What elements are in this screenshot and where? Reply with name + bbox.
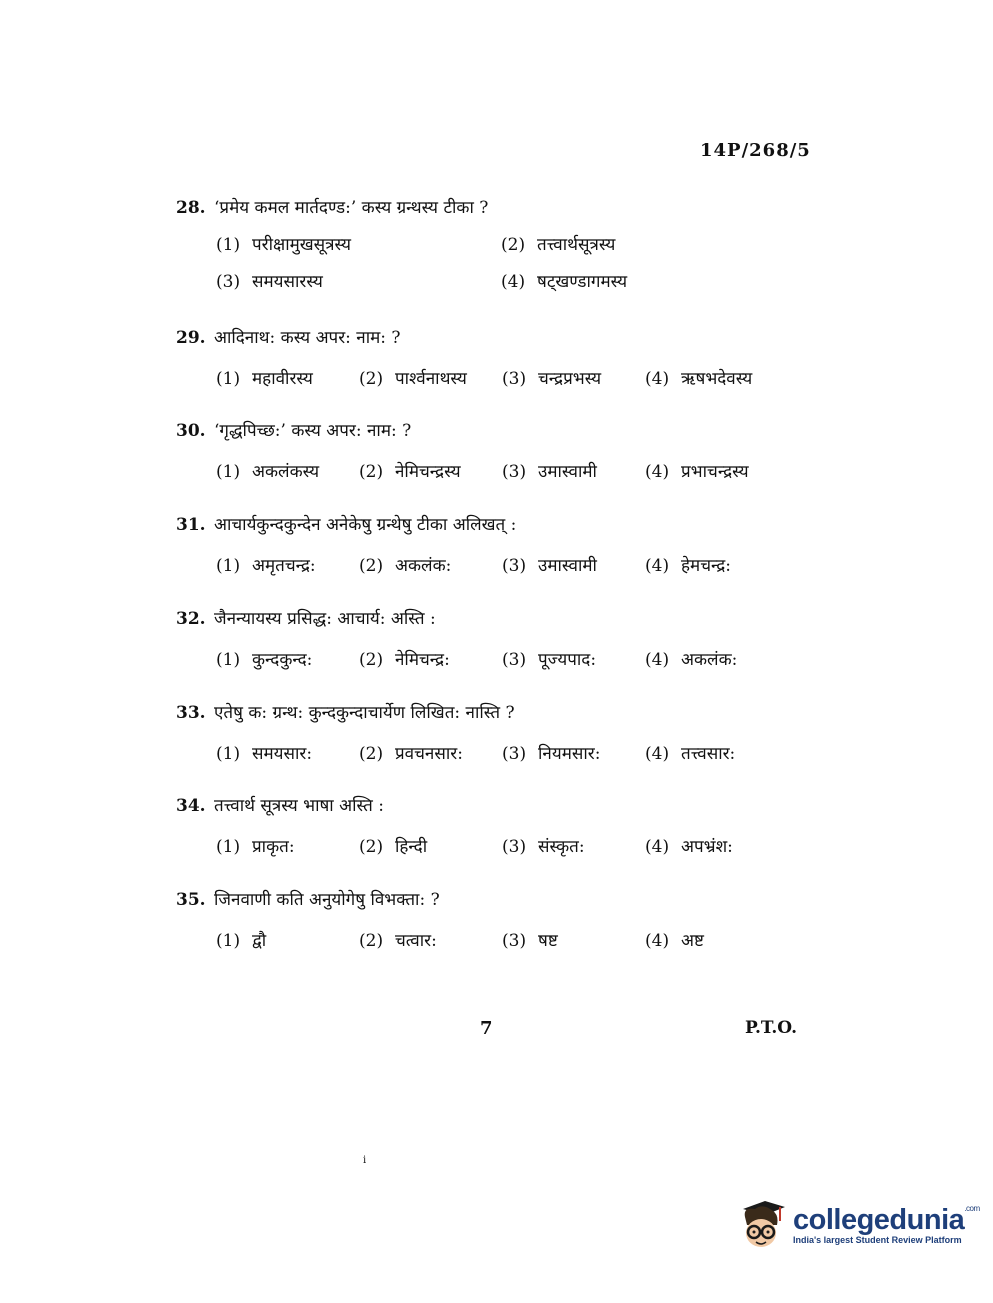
option-2[interactable]: (2) नेमिचन्द्रस्य — [359, 462, 461, 482]
logo-wordmark: collegedunia — [793, 1203, 965, 1236]
question-number: 30. — [176, 421, 206, 441]
question-text: जिनवाणी कति अनुयोगेषु विभक्ता: ? — [214, 890, 440, 910]
mascot-icon — [735, 1195, 787, 1253]
option-4[interactable]: (4) षट्खण्डागमस्य — [501, 272, 628, 292]
logo-tagline: India's largest Student Review Platform — [793, 1234, 962, 1245]
question-35 — [176, 887, 836, 951]
question-text: आचार्यकुन्दकुन्देन अनेकेषु ग्रन्थेषु टीका अलिखत् : — [214, 515, 517, 535]
option-3[interactable]: (3) चन्द्रप्रभस्य — [502, 369, 602, 389]
option-1[interactable]: (1) परीक्षामुखसूत्रस्य — [216, 235, 352, 255]
option-1[interactable]: (1) द्वौ — [216, 931, 267, 951]
question-number: 34. — [176, 796, 206, 816]
option-1[interactable]: (1) अकलंकस्य — [216, 462, 320, 482]
option-2[interactable]: (2) चत्वार: — [359, 931, 437, 951]
option-1[interactable]: (1) समयसार: — [216, 744, 313, 764]
question-text: ‘गृद्धपिच्छ:’ कस्य अपर: नाम: ? — [214, 421, 412, 441]
option-3[interactable]: (3) पूज्यपाद: — [502, 650, 597, 670]
option-2[interactable]: (2) अकलंक: — [359, 556, 452, 576]
option-2[interactable]: (2) हिन्दी — [359, 837, 428, 857]
option-4[interactable]: (4) अष्ट — [645, 931, 704, 951]
question-31 — [176, 512, 836, 576]
paper-code: 14P/268/5 — [700, 140, 811, 161]
question-28 — [176, 195, 836, 292]
option-4[interactable]: (4) ऋषभदेवस्य — [645, 369, 753, 389]
question-number: 33. — [176, 703, 206, 723]
question-number: 29. — [176, 328, 206, 348]
option-3[interactable]: (3) नियमसार: — [502, 744, 601, 764]
option-3[interactable]: (3) संस्कृत: — [502, 837, 585, 857]
option-3[interactable]: (3) उमास्वामी — [502, 462, 597, 482]
question-30 — [176, 418, 836, 482]
option-4[interactable]: (4) अपभ्रंश: — [645, 837, 733, 857]
question-29 — [176, 325, 836, 389]
option-1[interactable]: (1) प्राकृत: — [216, 837, 295, 857]
option-4[interactable]: (4) प्रभाचन्द्रस्य — [645, 462, 749, 482]
option-2[interactable]: (2) पार्श्वनाथस्य — [359, 369, 467, 389]
question-33 — [176, 700, 836, 764]
option-4[interactable]: (4) अकलंक: — [645, 650, 738, 670]
option-2[interactable]: (2) तत्त्वार्थसूत्रस्य — [501, 235, 616, 255]
question-text: ‘प्रमेय कमल मार्तदण्ड:’ कस्य ग्रन्थस्य टीका ? — [214, 198, 489, 218]
option-1[interactable]: (1) महावीरस्य — [216, 369, 313, 389]
option-1[interactable]: (1) अमृतचन्द्र: — [216, 556, 316, 576]
question-number: 31. — [176, 515, 206, 535]
question-text: आदिनाथ: कस्य अपर: नाम: ? — [214, 328, 401, 348]
question-32 — [176, 606, 836, 670]
option-3[interactable]: (3) षष्ट — [502, 931, 558, 951]
option-3[interactable]: (3) उमास्वामी — [502, 556, 597, 576]
question-number: 28. — [176, 198, 206, 218]
collegedunia-logo — [735, 1195, 980, 1253]
option-4[interactable]: (4) तत्त्वसार: — [645, 744, 736, 764]
stray-mark: i — [363, 1155, 367, 1166]
question-text: एतेषु क: ग्रन्थ: कुन्दकुन्दाचार्येण लिखित: नास्ति ? — [214, 703, 515, 723]
logo-suffix: .com — [964, 1203, 980, 1213]
pto-label: P.T.O. — [745, 1018, 797, 1038]
page-number: 7 — [480, 1018, 493, 1039]
option-4[interactable]: (4) हेमचन्द्र: — [645, 556, 731, 576]
question-text: जैनन्यायस्य प्रसिद्ध: आचार्य: अस्ति : — [214, 609, 436, 629]
option-2[interactable]: (2) प्रवचनसार: — [359, 744, 463, 764]
option-2[interactable]: (2) नेमिचन्द्र: — [359, 650, 450, 670]
option-1[interactable]: (1) कुन्दकुन्द: — [216, 650, 313, 670]
question-number: 32. — [176, 609, 206, 629]
question-34 — [176, 793, 836, 857]
question-text: तत्त्वार्थ सूत्रस्य भाषा अस्ति : — [214, 796, 384, 816]
question-number: 35. — [176, 890, 206, 910]
option-3[interactable]: (3) समयसारस्य — [216, 272, 323, 292]
